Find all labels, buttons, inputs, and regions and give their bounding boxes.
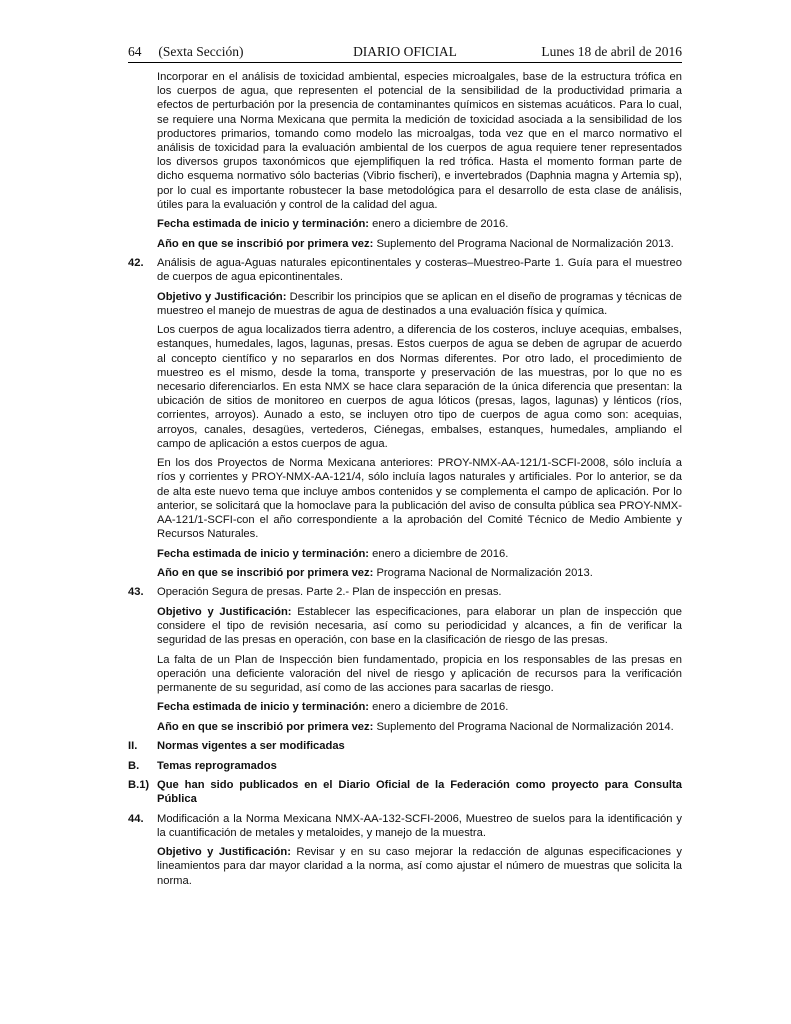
section-ii-heading: [128, 739, 682, 753]
objetivo-label: Objetivo y Justificación:: [157, 846, 291, 859]
item-number: 44.: [128, 812, 144, 825]
item-title: Modificación a la Norma Mexicana NMX-AA-132-SCFI-2006, Muestreo de suelos para la identificación y la cuantificación de metales y metaloides, y manejo de la muestra.: [157, 812, 682, 839]
item-44: [128, 812, 682, 840]
publication-title: DIARIO OFICIAL: [353, 44, 457, 59]
item-title: Análisis de agua-Aguas naturales epicontinentales y costeras–Muestreo-Parte 1. Guía para el muestreo de cuerpos de agua epicontinentales.: [157, 257, 682, 284]
section-title: Temas reprogramados: [157, 759, 277, 772]
intro-fecha: [157, 217, 682, 231]
section-title: Que han sido publicados en el Diario Oficial de la Federación como proyecto para Consulta Pública: [157, 778, 682, 806]
objetivo-value: Describir los principios que se aplican en el diseño de programas y técnicas de muestreo el manejo de muestras de agua de destinados a una evaluación física y química.: [157, 290, 682, 317]
item-43-fecha: [157, 700, 682, 714]
section-label: (Sexta Sección): [158, 44, 244, 59]
section-number: B.: [128, 759, 140, 772]
publication-date: Lunes 18 de abril de 2016: [541, 44, 682, 59]
intro-anio: [157, 237, 682, 251]
item-43-paragraph-1: La falta de un Plan de Inspección bien fundamentado, propicia en los responsables de las presas en operación una deficiente valoración del nivel de riesgo y aplicación de recursos para la verificación permanente de su seguridad, así como de las acciones para sacarlas de riesgo.: [157, 653, 682, 694]
section-b1-heading: [128, 778, 682, 806]
item-44-objetivo: [157, 845, 682, 888]
item-43-anio: [157, 720, 682, 734]
item-number: 43.: [128, 586, 144, 599]
anio-label: Año en que se inscribió por primera vez:: [157, 237, 374, 250]
item-43-objetivo: [157, 605, 682, 648]
item-42-anio: [157, 566, 682, 580]
fecha-label: Fecha estimada de inicio y terminación:: [157, 218, 370, 231]
anio-label: Año en que se inscribió por primera vez:: [157, 720, 374, 733]
fecha-value: enero a diciembre de 2016.: [369, 547, 509, 560]
section-b-heading: [128, 759, 682, 773]
item-42-fecha: [157, 547, 682, 561]
objetivo-label: Objetivo y Justificación:: [157, 605, 292, 618]
anio-value: Programa Nacional de Normalización 2013.: [373, 567, 593, 579]
objetivo-value: Establecer las especificaciones, para elaborar un plan de inspección que considere el tipo de revisión necesaria, así como su periodicidad y alcances, a fin de verificar la seguridad de las presas en operación, con base en la clasificación de riesgo de las presas.: [157, 605, 682, 647]
fecha-label: Fecha estimada de inicio y terminación:: [157, 547, 370, 560]
header-rule: [128, 62, 682, 63]
anio-value: Suplemento del Programa Nacional de Normalización 2014.: [373, 720, 674, 733]
section-number: II.: [128, 740, 138, 753]
item-42-paragraph-1: Los cuerpos de agua localizados tierra adentro, a diferencia de los costeros, incluye acequias, embalses, estanques, humedales, lagos, lagunas, presas. Estos cuerpos de agua se deben de agrupar de acuerdo al concepto científico y no separarlos en dos Normas diferentes. Por otro lado, el procedimiento de muestreo es el mismo, desde la toma, transporte y preservación de las muestras, por lo que no es necesario diferenciarlos. En esta NMX se hace clara separación de la única diferencia que presentan: la ubicación de sitios de monitoreo en cuerpos de agua lóticos (presas, lagos, lagunas) y lénticos (ríos, corrientes, arroyos). Aunado a esto, se incluyen otro tipo de cuerpos de agua como son: acequias, arroyos, canales, desagües, vertederos, Ciénegas, embalses, estanques, humedales, ampliando el campo de aplicación a estos cuerpos de agua.: [157, 324, 682, 450]
anio-value: Suplemento del Programa Nacional de Normalización 2013.: [373, 237, 674, 250]
item-title: Operación Segura de presas. Parte 2.- Plan de inspección en presas.: [157, 586, 502, 599]
page-header: [128, 44, 682, 62]
item-42-objetivo: [157, 290, 682, 318]
anio-label: Año en que se inscribió por primera vez:: [157, 567, 374, 579]
fecha-value: enero a diciembre de 2016.: [369, 701, 509, 714]
item-42: [128, 256, 682, 284]
intro-paragraph: Incorporar en el análisis de toxicidad ambiental, especies microalgales, base de la estructura trófica en los cuerpos de agua, que representen el potencial de la sensibilidad de la productividad primaria a efectos de perturbación por la presencia de contaminantes químicos en sistemas acuáticos. Para lo cual, se requiere una Norma Mexicana que permita la medición de toxicidad asociada a la sensibilidad de los productores primarios, tomando como modelo las microalgas, toda vez que en el marco normativo el análisis de toxicidad para la evaluación ambiental de los cuerpos de agua requiere tener representados los diversos grupos taxonómicos que ejemplifiquen la red trófica. Hasta el momento forman parte de dicho esquema normativo sólo bacterias (Vibrio fischeri), e invertebrados (Daphnia magna y Artemia sp), por lo cual es importante robustecer la base metodológica para el desarrollo de esta clase de análisis, útiles para la evaluación y control de la calidad del agua.: [157, 71, 682, 211]
fecha-value: enero a diciembre de 2016.: [369, 218, 509, 231]
item-42-paragraph-2: En los dos Proyectos de Norma Mexicana anteriores: PROY-NMX-AA-121/1-SCFI-2008, sólo incluía a ríos y corrientes y PROY-NMX-AA-121/4, sólo incluía lagos naturales y artificiales. Por lo anterior, se da de alta este nuevo tema que incluye ambos contenidos y se complementa el campo de aplicación. Por lo anterior, se solicitará que la homoclave para la publicación del aviso de consulta pública sea PROY-NMX-AA-121/1-SCFI-con el año correspondiente a la aprobación del Comité Técnico de Medio Ambiente y Recursos Naturales.: [157, 457, 682, 541]
objetivo-value: Revisar y en su caso mejorar la redacción de algunas especificaciones y lineamientos para dar mayor claridad a la norma, así como ajustar el número de muestras que solicita la norma.: [157, 846, 682, 887]
section-title: Normas vigentes a ser modificadas: [157, 740, 345, 753]
fecha-label: Fecha estimada de inicio y terminación:: [157, 701, 370, 714]
page-number: 64: [128, 44, 142, 59]
document-body: [128, 70, 682, 893]
objetivo-label: Objetivo y Justificación:: [157, 290, 287, 303]
item-number: 42.: [128, 257, 144, 269]
item-43: [128, 585, 682, 599]
section-number: B.1): [128, 778, 150, 791]
